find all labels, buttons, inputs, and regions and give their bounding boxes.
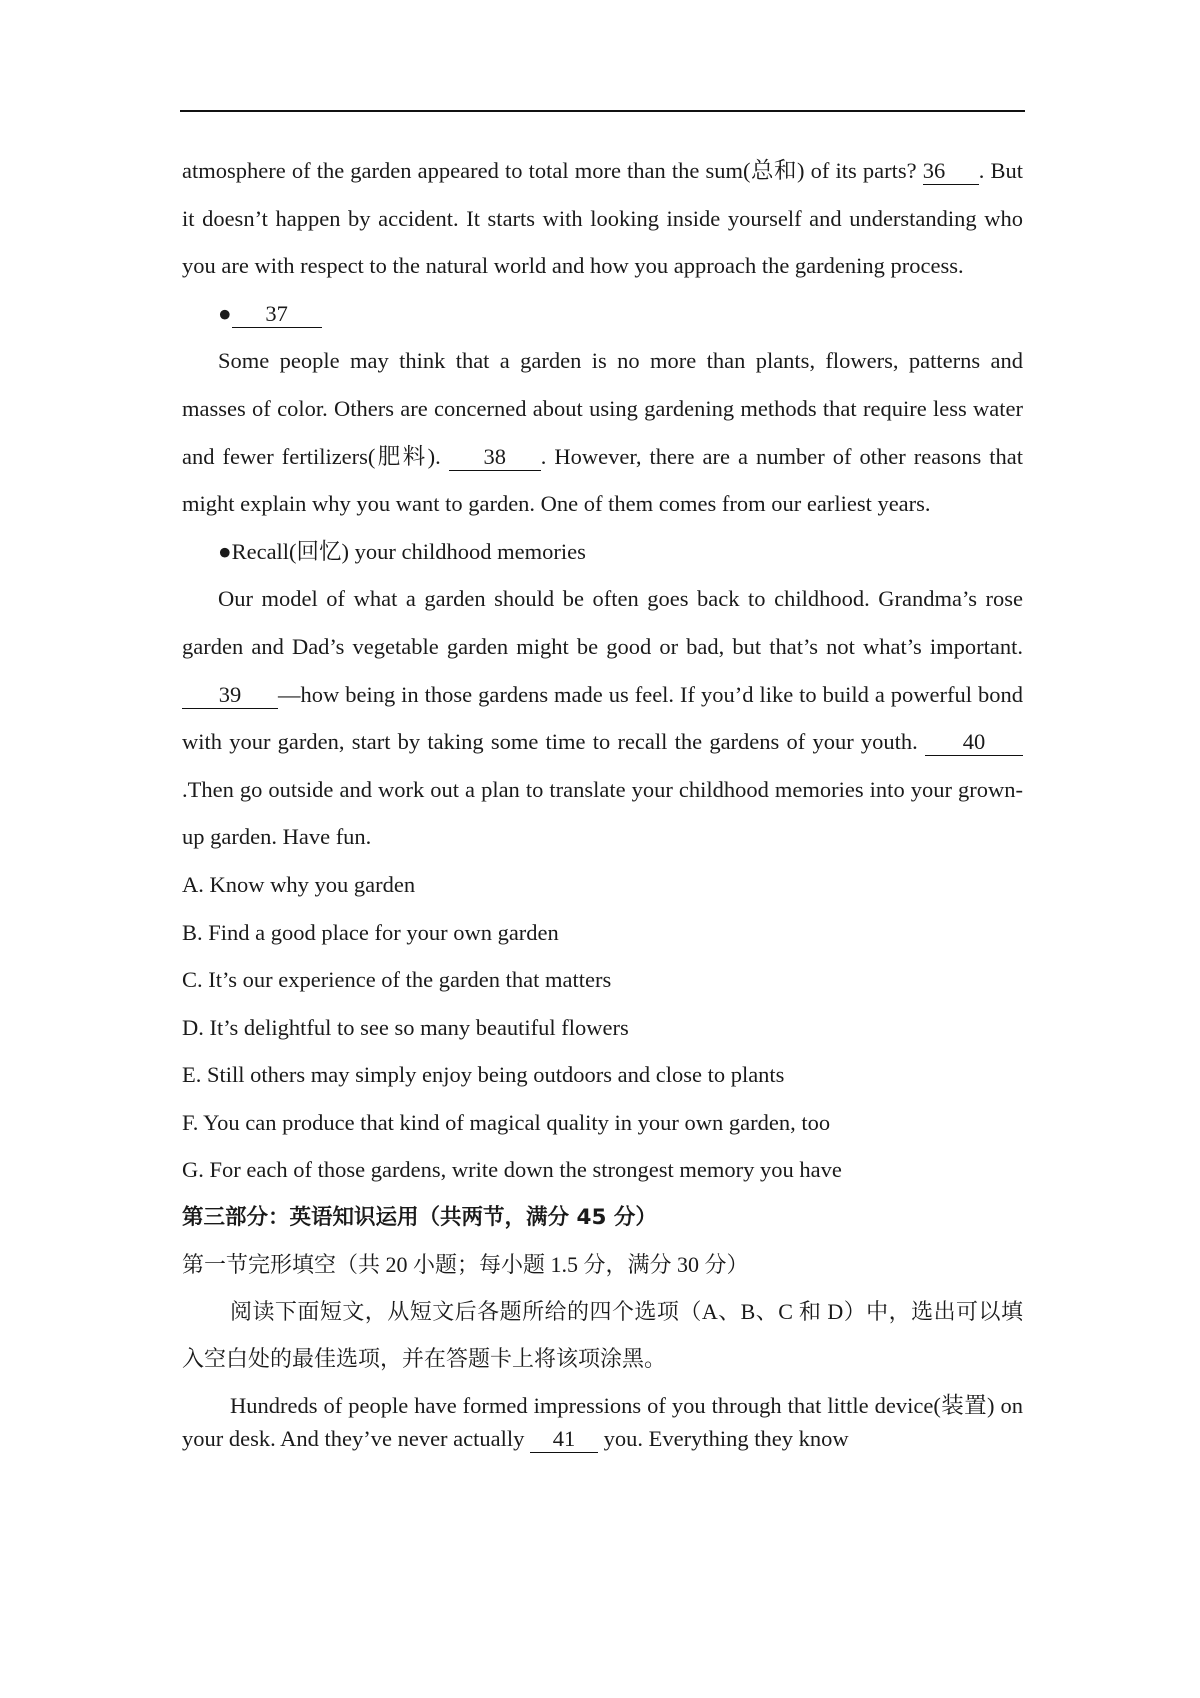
blank-37: 37 xyxy=(232,301,322,328)
paragraph-3-text-b: —how being in those gardens made us feel. If you’d like to build a powerful bond with your garden, start by taking some time to recall the gardens of your youth. xyxy=(182,681,1023,755)
paragraph-1-text-b: . But it doesn’t happen by accident. It starts with looking inside yourself and understanding who you are with respect to the natural world and how you approach the gardening process. xyxy=(182,158,1023,279)
options-list xyxy=(182,861,1023,1194)
bullet-37-line xyxy=(182,290,1023,338)
bullet-icon: ● xyxy=(218,300,232,326)
section-3-instruction: 阅读下面短文，从短文后各题所给的四个选项（A、B、C 和 D）中，选出可以填入空白处的最佳选项，并在答题卡上将该项涂黑。 xyxy=(182,1299,1023,1372)
paragraph-3 xyxy=(182,575,1023,861)
paragraph-4-text-b: you. Everything they know xyxy=(598,1426,849,1452)
blank-38: 38 xyxy=(449,444,541,471)
paragraph-3-text-a: Our model of what a garden should be often goes back to childhood. Grandma’s rose garden and Dad’s vegetable garden might be good or bad, but that’s not what’s important. xyxy=(182,586,1023,659)
blank-41: 41 xyxy=(530,1426,598,1453)
paragraph-2-text-b: . However, there are a number of other reasons that might explain why you want to garden. One of them comes from our earliest years. xyxy=(182,443,1023,517)
option-g: G. For each of those gardens, write down the strongest memory you have xyxy=(182,1157,842,1183)
paragraph-2-text-a: Some people may think that a garden is no more than plants, flowers, patterns and masses of color. Others are concerned about using gardening methods that require less water and fewer fertilizers(肥料). xyxy=(182,348,1023,469)
document-page xyxy=(182,147,1023,1455)
option-c: C. It’s our experience of the garden that matters xyxy=(182,967,612,993)
header-rule xyxy=(180,110,1025,112)
paragraph-4-text-a: Hundreds of people have formed impressions of you through that little device(装置) on your desk. And they’ve never actually xyxy=(182,1393,1023,1452)
paragraph-3-text-c: .Then go outside and work out a plan to translate your childhood memories into your grown-up garden. Have fun. xyxy=(182,776,1023,850)
paragraph-4 xyxy=(182,1389,1023,1455)
option-e: E. Still others may simply enjoy being outdoors and close to plants xyxy=(182,1062,785,1088)
blank-39: 39 xyxy=(182,682,278,709)
option-b: B. Find a good place for your own garden xyxy=(182,919,559,945)
section-3-heading: 第三部分：英语知识运用（共两节，满分 45 分） xyxy=(182,1205,657,1231)
option-d: D. It’s delightful to see so many beautiful flowers xyxy=(182,1014,629,1040)
option-f: F. You can produce that kind of magical quality in your own garden, too xyxy=(182,1109,831,1135)
section-3-subheading: 第一节完形填空（共 20 小题；每小题 1.5 分，满分 30 分） xyxy=(182,1252,749,1278)
blank-36: 36 xyxy=(923,158,979,185)
paragraph-1 xyxy=(182,147,1023,290)
recall-heading: ●Recall(回忆) your childhood memories xyxy=(218,538,586,564)
option-a: A. Know why you garden xyxy=(182,871,416,897)
paragraph-2 xyxy=(182,337,1023,527)
paragraph-1-text-a: atmosphere of the garden appeared to total more than the sum(总和) of its parts? xyxy=(182,158,923,183)
blank-40: 40 xyxy=(925,729,1023,756)
